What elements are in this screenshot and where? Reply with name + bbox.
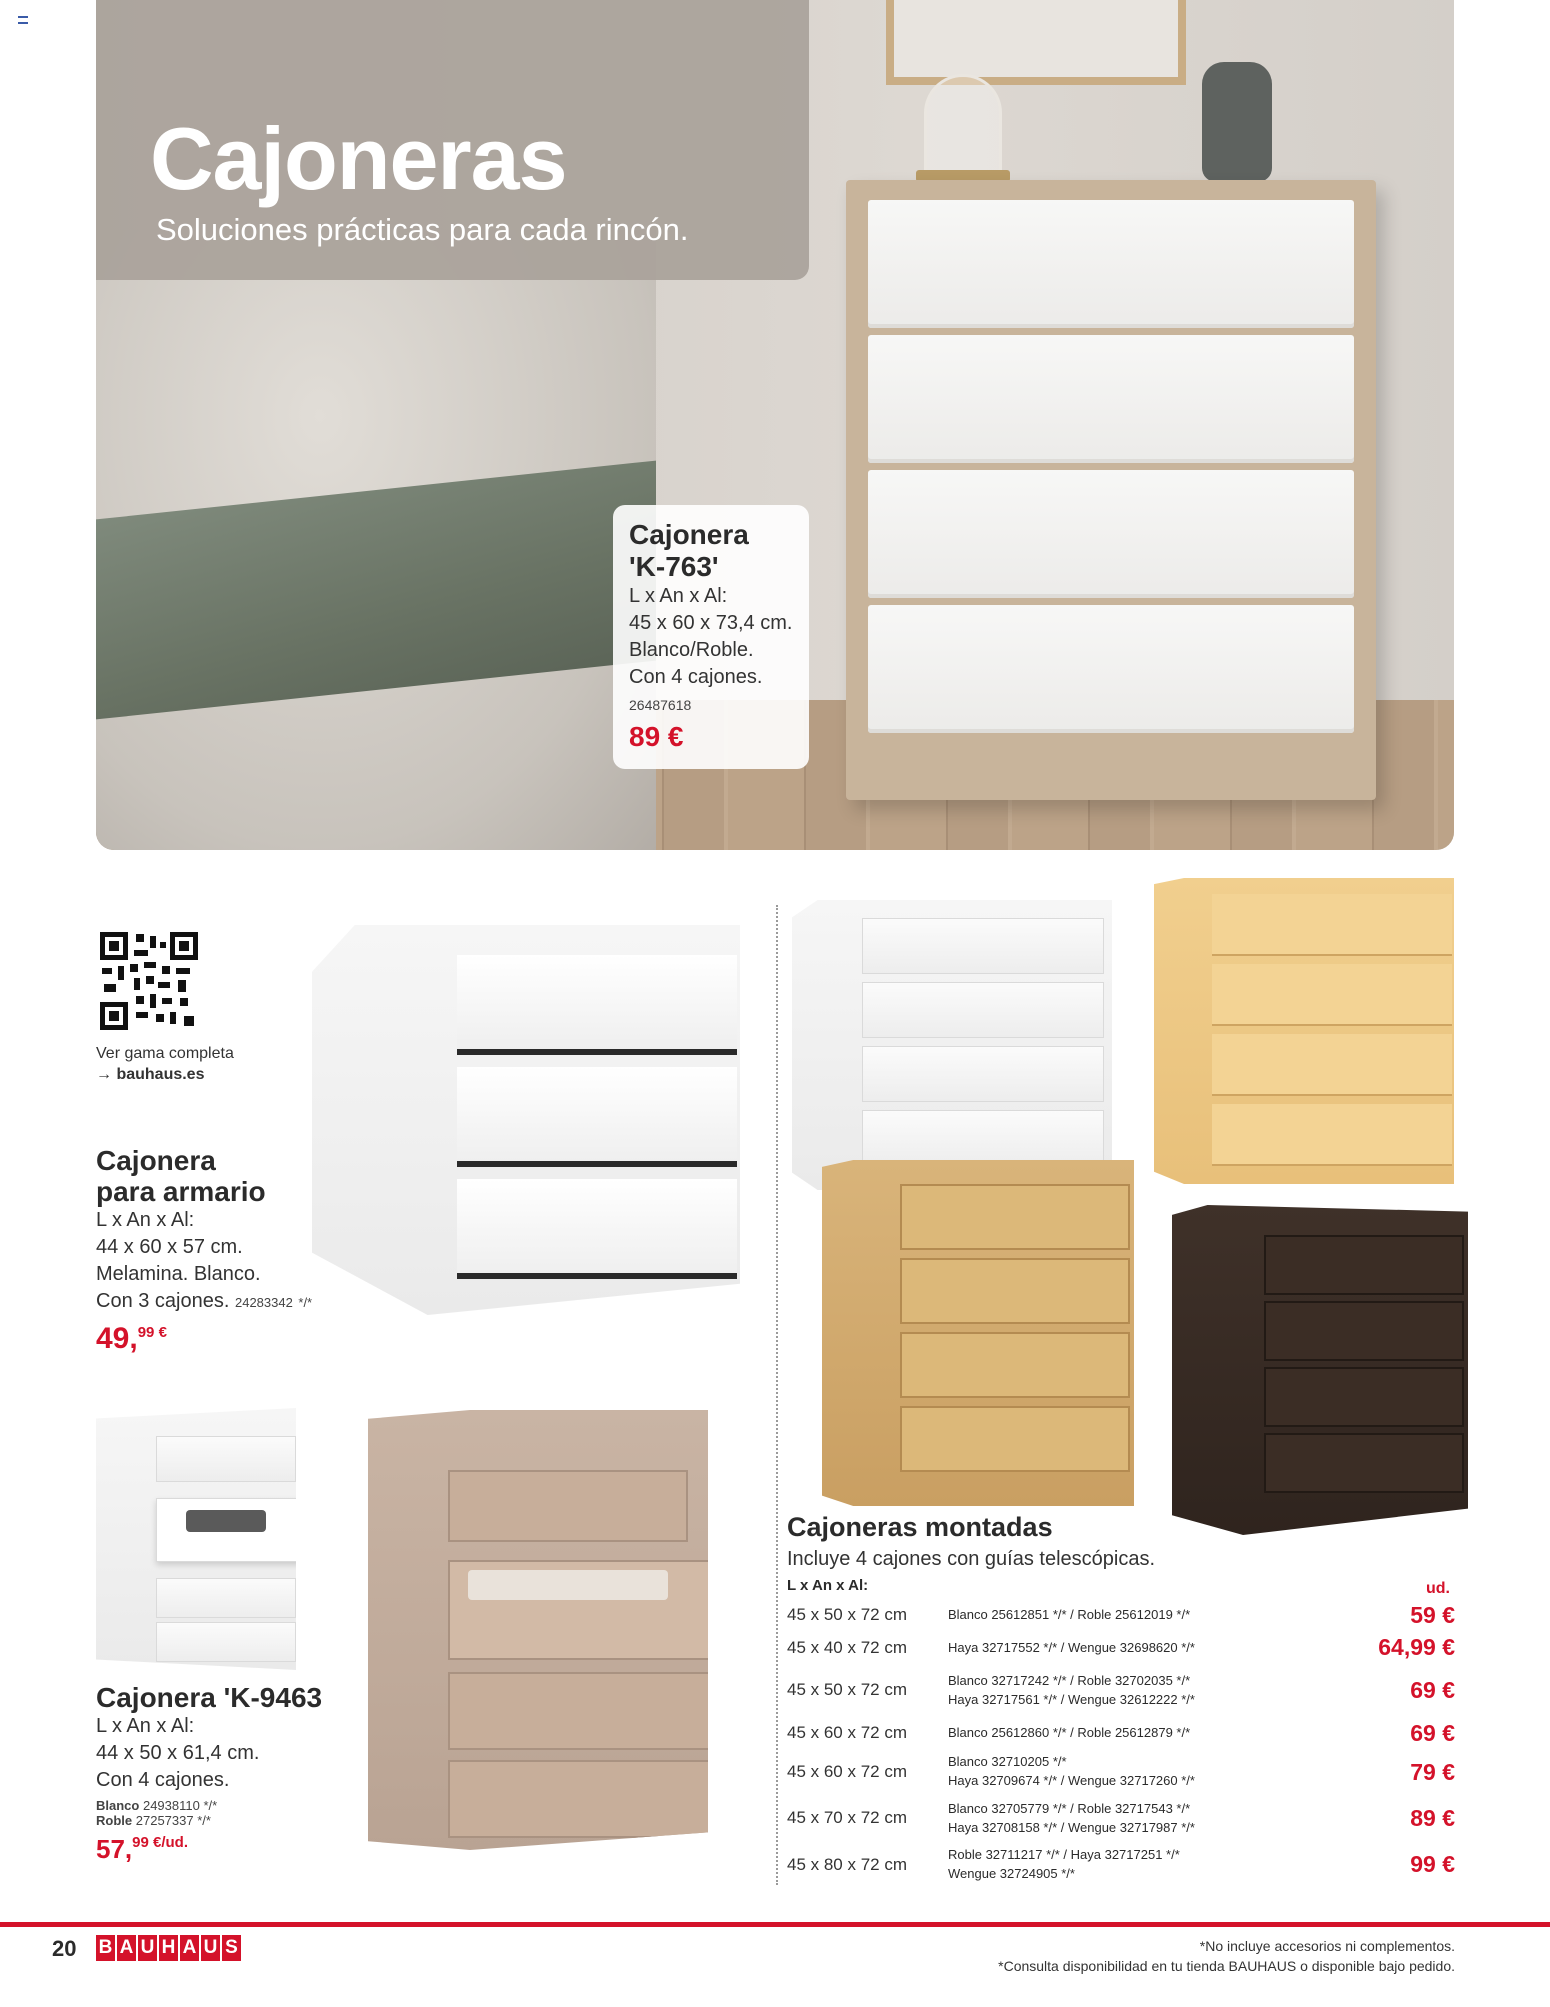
montadas-row-ref: Blanco 32717242 */* / Roble 32702035 */* [948,1673,1191,1688]
montadas-row-ref: Wengue 32724905 */* [948,1866,1075,1881]
column-divider [776,905,778,1885]
page-subtitle: Soluciones prácticas para cada rincón. [156,212,689,247]
k9463-ref1: 24938110 [142,1798,200,1813]
k763-dims: 45 x 60 x 73,4 cm. [629,612,793,634]
montadas-row-ref: Haya 32717561 */* / Wengue 32612222 */* [948,1692,1195,1707]
montadas-row-dim: 45 x 50 x 72 cm [787,1605,908,1624]
qr-code-icon [100,932,198,1030]
k763-ref: 26487618 [629,697,692,713]
lamp-image [924,74,1002,184]
montadas-row-ref: Blanco 25612851 */* / Roble 25612019 */* [948,1607,1191,1622]
montadas-row-ref: Blanco 25612860 */* / Roble 25612879 */* [948,1725,1191,1740]
montadas-row-dim: 45 x 80 x 72 cm [787,1855,908,1874]
qr-caption: Ver gama completa [96,1045,234,1062]
armario-product-info[interactable] [96,1145,396,1356]
k9463-ref2: 27257337 [135,1813,194,1828]
montadas-unit: ud. [1426,1580,1450,1597]
k9463-ref1-label: Blanco [96,1798,140,1813]
k763-dresser-image [846,180,1376,800]
k9463-dims-label: L x An x Al: [96,1715,195,1737]
armario-ref: 24283342 [234,1295,293,1310]
k9463-name: Cajonera 'K-9463 [96,1682,323,1713]
montadas-row-price: 99 € [1410,1851,1455,1877]
montadas-dims-header: L x An x Al: [787,1577,869,1594]
montadas-subtitle: Incluye 4 cajones con guías telescópicas. [787,1548,1155,1570]
menu-icon[interactable] [18,16,28,24]
k9463-price: 57,$^{99 €/ud.}$ [96,1834,189,1864]
k9463-dims: 44 x 50 x 61,4 cm. [96,1742,260,1764]
wall-frame [886,0,1186,85]
montadas-row-ref: Blanco 32705779 */* / Roble 32717543 */* [948,1801,1191,1816]
armario-drawers: Con 3 cajones. [96,1290,230,1312]
montadas-row-ref: Haya 32708158 */* / Wengue 32717987 */* [948,1820,1195,1835]
montadas-title: Cajoneras montadas [787,1512,1053,1542]
armario-finish: Melamina. Blanco. [96,1263,261,1285]
montadas-row-ref: Haya 32709674 */* / Wengue 32717260 */* [948,1773,1195,1788]
k763-drawers: Con 4 cajones. [629,666,763,688]
montadas-row-dim: 45 x 70 x 72 cm [787,1808,908,1827]
footer-rule [0,1922,1550,1927]
montadas-row-ref: Blanco 32710205 */* [948,1754,1067,1769]
armario-dims-label: L x An x Al: [96,1209,195,1231]
montadas-row-price: 69 € [1410,1677,1455,1703]
page-number: 20 [52,1936,77,1961]
montadas-row-price: 64,99 € [1378,1634,1455,1660]
montada-wengue-image [1172,1205,1468,1535]
vase-image [1202,62,1272,182]
armario-name-line1: Cajonera [96,1145,216,1176]
armario-name-line2: para armario [96,1176,266,1207]
montadas-row-dim: 45 x 40 x 72 cm [787,1638,908,1657]
k763-dims-label: L x An x Al: [629,585,728,607]
k9463-ref2-label: Roble [96,1813,133,1828]
k763-price: 89 € [629,721,684,752]
footnote-availability: *Consulta disponibilidad en tu tienda BAUHAUS o disponible bajo pedido. [998,1958,1455,1974]
bauhaus-logo[interactable]: B A U H A U S [96,1935,241,1963]
website-link[interactable]: → bauhaus.es [96,1066,205,1083]
montadas-row-price: 59 € [1410,1602,1455,1628]
montadas-row-dim: 45 x 60 x 72 cm [787,1762,908,1781]
qr-code[interactable] [100,932,198,1030]
k763-finish: Blanco/Roble. [629,639,754,661]
montadas-row-price: 79 € [1410,1759,1455,1785]
montada-haya-image [1154,878,1454,1184]
armario-price: 49,$^{99 €}$ [96,1322,167,1355]
k9463-white-image [96,1408,296,1670]
k763-name-line1: Cajonera [629,519,749,550]
montadas-row-dim: 45 x 50 x 72 cm [787,1680,908,1699]
montadas-row-price: 69 € [1410,1720,1455,1746]
page-title: Cajoneras [150,109,567,208]
montadas-row-ref: Roble 32711217 */* / Haya 32717251 */* [948,1847,1180,1862]
armario-dims: 44 x 60 x 57 cm. [96,1236,243,1258]
k763-product-card[interactable] [613,505,809,769]
armario-ref-mark: */* [298,1295,313,1310]
k763-name-line2: 'K-763' [629,551,719,582]
footnote-accessories: *No incluye accesorios ni complementos. [1199,1938,1455,1954]
k9463-product-info[interactable]: Cajonera 'K-9463 L x An x Al: 44 x 50 x 61,4 cm. Con 4 cajones. Blanco 24938110 */* Roble 27257337 */* 57,$^{99 €/ud.}$ [96,1682,396,1865]
k9463-roble-image [368,1410,708,1850]
montada-roble-image [822,1160,1134,1506]
montadas-row-price: 89 € [1410,1805,1455,1831]
montadas-row-ref: Haya 32717552 */* / Wengue 32698620 */* [948,1640,1195,1655]
montada-blanco-image [792,900,1112,1190]
k9463-drawers: Con 4 cajones. [96,1769,230,1791]
montadas-row-dim: 45 x 60 x 72 cm [787,1723,908,1742]
